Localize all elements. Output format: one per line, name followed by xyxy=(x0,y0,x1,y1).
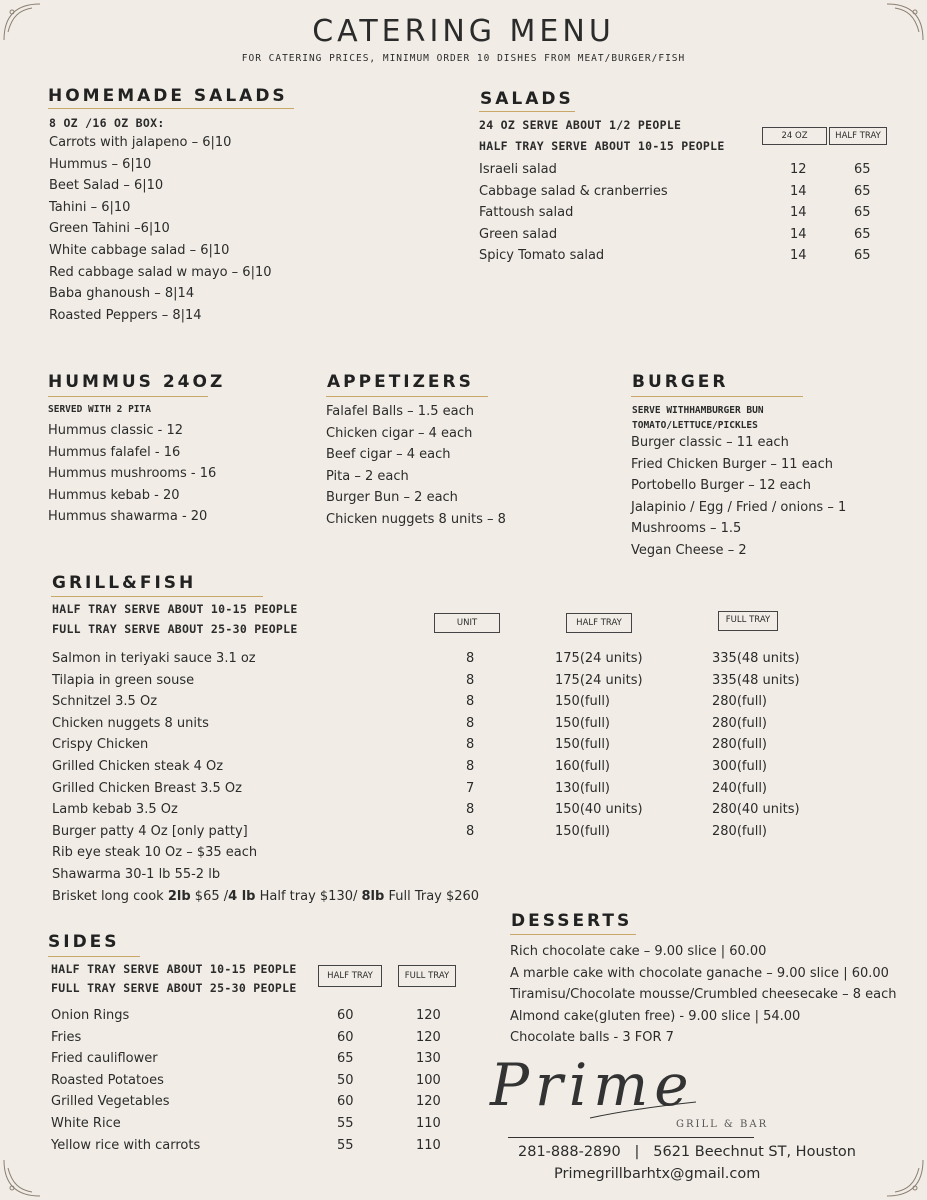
list-item: Hummus shawarma - 20 xyxy=(48,509,208,525)
item-name: Shawarma 30-1 lb 55-2 lb xyxy=(52,866,221,882)
list-item: Hummus – 6|10 xyxy=(49,156,152,172)
brand-logo: Prime xyxy=(490,1051,695,1119)
salads-col-24oz: 24 OZ xyxy=(762,127,827,145)
list-item: Hummus falafel - 16 xyxy=(48,444,181,460)
item-price-half-tray: 65 xyxy=(854,205,871,221)
list-item: Hummus mushrooms - 16 xyxy=(48,466,217,482)
item-price-half-tray: 55 xyxy=(337,1137,354,1153)
list-item: Carrots with jalapeno – 6|10 xyxy=(49,135,232,150)
item-price-unit: 8 xyxy=(466,758,475,774)
footer-divider xyxy=(508,1137,754,1138)
item-name: Cabbage salad & cranberries xyxy=(479,183,668,199)
table-row xyxy=(479,224,899,246)
contact-line: 281-888-2890 | 5621 Beechnut ST, Houston xyxy=(518,1144,856,1160)
table-row xyxy=(479,181,899,203)
item-name: Burger patty 4 Oz [only patty] xyxy=(52,823,248,839)
homemade-salads-underline xyxy=(48,108,294,109)
table-row xyxy=(479,159,899,181)
table-row xyxy=(52,842,832,864)
table-row xyxy=(51,1070,471,1092)
item-price-unit: 8 xyxy=(466,737,475,753)
table-row xyxy=(52,713,832,735)
item-name: Grilled Chicken steak 4 Oz xyxy=(52,758,224,774)
item-price-full-tray: 280(full) xyxy=(712,737,767,753)
grill-fish-note-1: HALF TRAY SERVE ABOUT 10-15 PEOPLE xyxy=(52,602,298,616)
item-name: Onion Rings xyxy=(51,1008,130,1023)
table-row xyxy=(479,245,899,267)
brisket-weight-2lb: 2lb xyxy=(167,888,191,904)
item-name: Grilled Chicken Breast 3.5 Oz xyxy=(52,780,242,796)
list-item: Vegan Cheese – 2 xyxy=(631,542,747,558)
homemade-salads-note: 8 OZ /16 OZ BOX: xyxy=(49,116,165,130)
item-price-half-tray: 150(full) xyxy=(555,737,610,753)
item-price-full-tray: 280(full) xyxy=(712,694,767,710)
item-price-half-tray: 175(24 units) xyxy=(555,672,643,688)
brand-logo-subtitle: GRILL & BAR xyxy=(676,1119,769,1130)
table-row xyxy=(52,799,832,821)
item-price-unit: 8 xyxy=(466,823,475,839)
item-name: Fried cauliflower xyxy=(51,1051,158,1067)
table-row xyxy=(52,734,832,756)
brisket-weight-8lb: 8lb xyxy=(361,888,385,904)
corner-ornament-bottom-left xyxy=(2,1158,42,1198)
table-row xyxy=(51,1027,471,1049)
table-row xyxy=(52,670,832,692)
grill-col-half-tray: HALF TRAY xyxy=(566,613,632,633)
salads-heading: SALADS xyxy=(480,89,574,109)
item-price-half-tray: 50 xyxy=(337,1072,354,1088)
brisket-text: Half tray $130/ xyxy=(255,888,362,904)
table-row xyxy=(52,821,832,843)
desserts-underline xyxy=(510,934,636,935)
item-price-half-tray: 175(24 units) xyxy=(555,651,643,666)
list-item: Red cabbage salad w mayo – 6|10 xyxy=(49,264,272,280)
item-name: Salmon in teriyaki sauce 3.1 oz xyxy=(52,651,256,666)
item-price-half-tray: 150(full) xyxy=(555,715,610,731)
list-item: Chicken cigar – 4 each xyxy=(326,425,473,441)
item-price-full-tray: 280(40 units) xyxy=(712,802,800,818)
list-item: Baba ghanoush – 8|14 xyxy=(49,286,195,302)
list-item: Beef cigar – 4 each xyxy=(326,447,451,463)
item-name: Roasted Potatoes xyxy=(51,1072,164,1088)
item-name: Chicken nuggets 8 units xyxy=(52,715,209,731)
item-name: Israeli salad xyxy=(479,162,557,177)
list-item: Hummus classic - 12 xyxy=(48,423,184,438)
list-item: Roasted Peppers – 8|14 xyxy=(49,307,202,323)
hummus-note: SERVED WITH 2 PITA xyxy=(48,404,151,415)
item-price-full-tray: 300(full) xyxy=(712,758,767,774)
list-item: Chocolate balls - 3 FOR 7 xyxy=(510,1030,674,1046)
item-price-full-tray: 335(48 units) xyxy=(712,651,800,666)
list-item: Beet Salad – 6|10 xyxy=(49,178,164,194)
item-price-half-tray: 130(full) xyxy=(555,780,610,796)
item-price-half-tray: 65 xyxy=(854,248,871,264)
list-item: Burger Bun – 2 each xyxy=(326,490,458,506)
item-price-24oz: 12 xyxy=(790,162,807,177)
item-price-half-tray: 150(40 units) xyxy=(555,802,643,818)
table-row xyxy=(51,1048,471,1070)
table-row xyxy=(51,1005,471,1027)
item-price-half-tray: 150(full) xyxy=(555,694,610,710)
list-item: Green Tahini –6|10 xyxy=(49,221,170,237)
page-title: CATERING MENU xyxy=(312,14,615,49)
list-item: Fried Chicken Burger – 11 each xyxy=(631,456,834,472)
table-row xyxy=(51,1091,471,1113)
item-price-unit: 8 xyxy=(466,651,475,666)
item-price-full-tray: 280(full) xyxy=(712,823,767,839)
hummus-underline xyxy=(48,396,208,397)
hummus-heading: HUMMUS 24OZ xyxy=(48,372,226,392)
item-name: Fattoush salad xyxy=(479,205,574,221)
item-price-24oz: 14 xyxy=(790,183,807,199)
item-price-full-tray: 100 xyxy=(416,1072,441,1088)
table-row xyxy=(52,864,832,886)
sides-col-half-tray: HALF TRAY xyxy=(318,965,382,987)
list-item: Tiramisu/Chocolate mousse/Crumbled cheesecake – 8 each xyxy=(510,987,897,1003)
item-price-half-tray: 55 xyxy=(337,1115,354,1131)
item-price-full-tray: 280(full) xyxy=(712,715,767,731)
sides-note-2: FULL TRAY SERVE ABOUT 25-30 PEOPLE xyxy=(51,981,297,995)
item-price-24oz: 14 xyxy=(790,226,807,242)
item-price-half-tray: 60 xyxy=(337,1094,354,1110)
item-price-half-tray: 65 xyxy=(854,183,871,199)
grill-fish-note-2: FULL TRAY SERVE ABOUT 25-30 PEOPLE xyxy=(52,622,298,636)
item-price-half-tray: 60 xyxy=(337,1029,354,1045)
table-row xyxy=(51,1113,471,1135)
item-price-full-tray: 110 xyxy=(416,1115,441,1131)
appetizers-underline xyxy=(326,396,488,397)
item-price-full-tray: 120 xyxy=(416,1029,441,1045)
item-name: Spicy Tomato salad xyxy=(479,248,605,264)
brisket-text: Full Tray $260 xyxy=(384,888,480,904)
table-row xyxy=(479,202,899,224)
sides-note-1: HALF TRAY SERVE ABOUT 10-15 PEOPLE xyxy=(51,962,297,976)
list-item: A marble cake with chocolate ganache – 9.00 slice | 60.00 xyxy=(510,965,889,981)
item-price-half-tray: 65 xyxy=(854,162,871,177)
item-price-full-tray: 110 xyxy=(416,1137,441,1153)
item-price-unit: 7 xyxy=(466,780,475,796)
list-item: Jalapinio / Egg / Fried / onions – 1 xyxy=(631,499,847,515)
item-name: Tilapia in green souse xyxy=(52,672,195,688)
item-price-full-tray: 240(full) xyxy=(712,780,767,796)
item-name: Green salad xyxy=(479,226,558,242)
table-row xyxy=(52,756,832,778)
list-item: Chicken nuggets 8 units – 8 xyxy=(326,511,506,527)
salads-note-1: 24 OZ SERVE ABOUT 1/2 PEOPLE xyxy=(479,118,682,132)
homemade-salads-list xyxy=(49,132,272,326)
table-row xyxy=(52,778,832,800)
item-name: Fries xyxy=(51,1029,82,1045)
item-price-unit: 8 xyxy=(466,802,475,818)
list-item: Mushrooms – 1.5 xyxy=(631,521,742,537)
sides-underline xyxy=(48,956,140,957)
grill-col-full-tray: FULL TRAY xyxy=(718,611,778,631)
salads-table xyxy=(479,159,899,267)
sides-heading: SIDES xyxy=(48,932,120,952)
item-name: Grilled Vegetables xyxy=(51,1094,170,1110)
brisket-text: $65 / xyxy=(190,888,229,904)
homemade-salads-heading: HOMEMADE SALADS xyxy=(48,86,288,106)
brisket-line xyxy=(52,886,479,908)
list-item: Hummus kebab - 20 xyxy=(48,487,180,503)
appetizers-list xyxy=(326,401,506,531)
item-name: Schnitzel 3.5 Oz xyxy=(52,694,158,710)
grill-fish-underline xyxy=(51,596,263,597)
burger-underline xyxy=(631,396,803,397)
table-row xyxy=(52,886,832,908)
list-item: Almond cake(gluten free) - 9.00 slice | 54.00 xyxy=(510,1008,801,1024)
sides-col-full-tray: FULL TRAY xyxy=(398,965,456,987)
list-item: Tahini – 6|10 xyxy=(49,199,131,215)
item-price-full-tray: 120 xyxy=(416,1094,441,1110)
list-item: Burger classic – 11 each xyxy=(631,435,789,450)
item-price-unit: 8 xyxy=(466,694,475,710)
item-name: Crispy Chicken xyxy=(52,737,149,753)
appetizers-heading: APPETIZERS xyxy=(327,372,474,392)
item-name: Yellow rice with carrots xyxy=(51,1137,201,1153)
list-item: White cabbage salad – 6|10 xyxy=(49,242,230,258)
item-price-full-tray: 120 xyxy=(416,1008,441,1023)
sides-table xyxy=(51,1005,471,1156)
burger-note-2: TOMATO/LETTUCE/PICKLES xyxy=(632,420,758,431)
grill-fish-heading: GRILL&FISH xyxy=(52,573,197,593)
item-price-full-tray: 335(48 units) xyxy=(712,672,800,688)
page-subtitle: FOR CATERING PRICES, MINIMUM ORDER 10 DISHES FROM MEAT/BURGER/FISH xyxy=(241,53,686,64)
item-price-half-tray: 65 xyxy=(854,226,871,242)
item-name: Lamb kebab 3.5 Oz xyxy=(52,802,178,818)
item-price-unit: 8 xyxy=(466,672,475,688)
grill-col-unit: UNIT xyxy=(434,613,500,633)
burger-list xyxy=(631,432,846,562)
item-price-24oz: 14 xyxy=(790,205,807,221)
list-item: Rich chocolate cake – 9.00 slice | 60.00 xyxy=(510,944,767,959)
corner-ornament-bottom-right xyxy=(885,1158,925,1198)
item-price-half-tray: 65 xyxy=(337,1051,354,1067)
contact-email[interactable]: Primegrillbarhtx@gmail.com xyxy=(554,1166,761,1182)
item-name: Rib eye steak 10 Oz – $35 each xyxy=(52,845,258,861)
desserts-list xyxy=(510,941,897,1049)
salads-underline xyxy=(479,111,575,112)
desserts-heading: DESSERTS xyxy=(511,911,633,931)
burger-note-1: SERVE WITHHAMBURGER BUN xyxy=(632,405,764,416)
list-item: Falafel Balls – 1.5 each xyxy=(326,404,474,419)
item-price-half-tray: 60 xyxy=(337,1008,354,1023)
grill-fish-table xyxy=(52,648,832,907)
burger-heading: BURGER xyxy=(632,372,729,392)
table-row xyxy=(51,1135,471,1157)
item-name: White Rice xyxy=(51,1115,121,1131)
item-price-full-tray: 130 xyxy=(416,1051,441,1067)
list-item: Pita – 2 each xyxy=(326,468,409,484)
table-row xyxy=(52,648,832,670)
item-price-unit: 8 xyxy=(466,715,475,731)
salads-col-half-tray: HALF TRAY xyxy=(829,127,887,145)
item-price-half-tray: 160(full) xyxy=(555,758,610,774)
item-price-24oz: 14 xyxy=(790,248,807,264)
table-row xyxy=(52,691,832,713)
brisket-text: Brisket long cook xyxy=(52,888,168,904)
salads-note-2: HALF TRAY SERVE ABOUT 10-15 PEOPLE xyxy=(479,139,725,153)
hummus-list xyxy=(48,420,216,528)
brisket-weight-4lb: 4 lb xyxy=(228,888,256,904)
item-price-half-tray: 150(full) xyxy=(555,823,610,839)
list-item: Portobello Burger – 12 each xyxy=(631,478,811,494)
